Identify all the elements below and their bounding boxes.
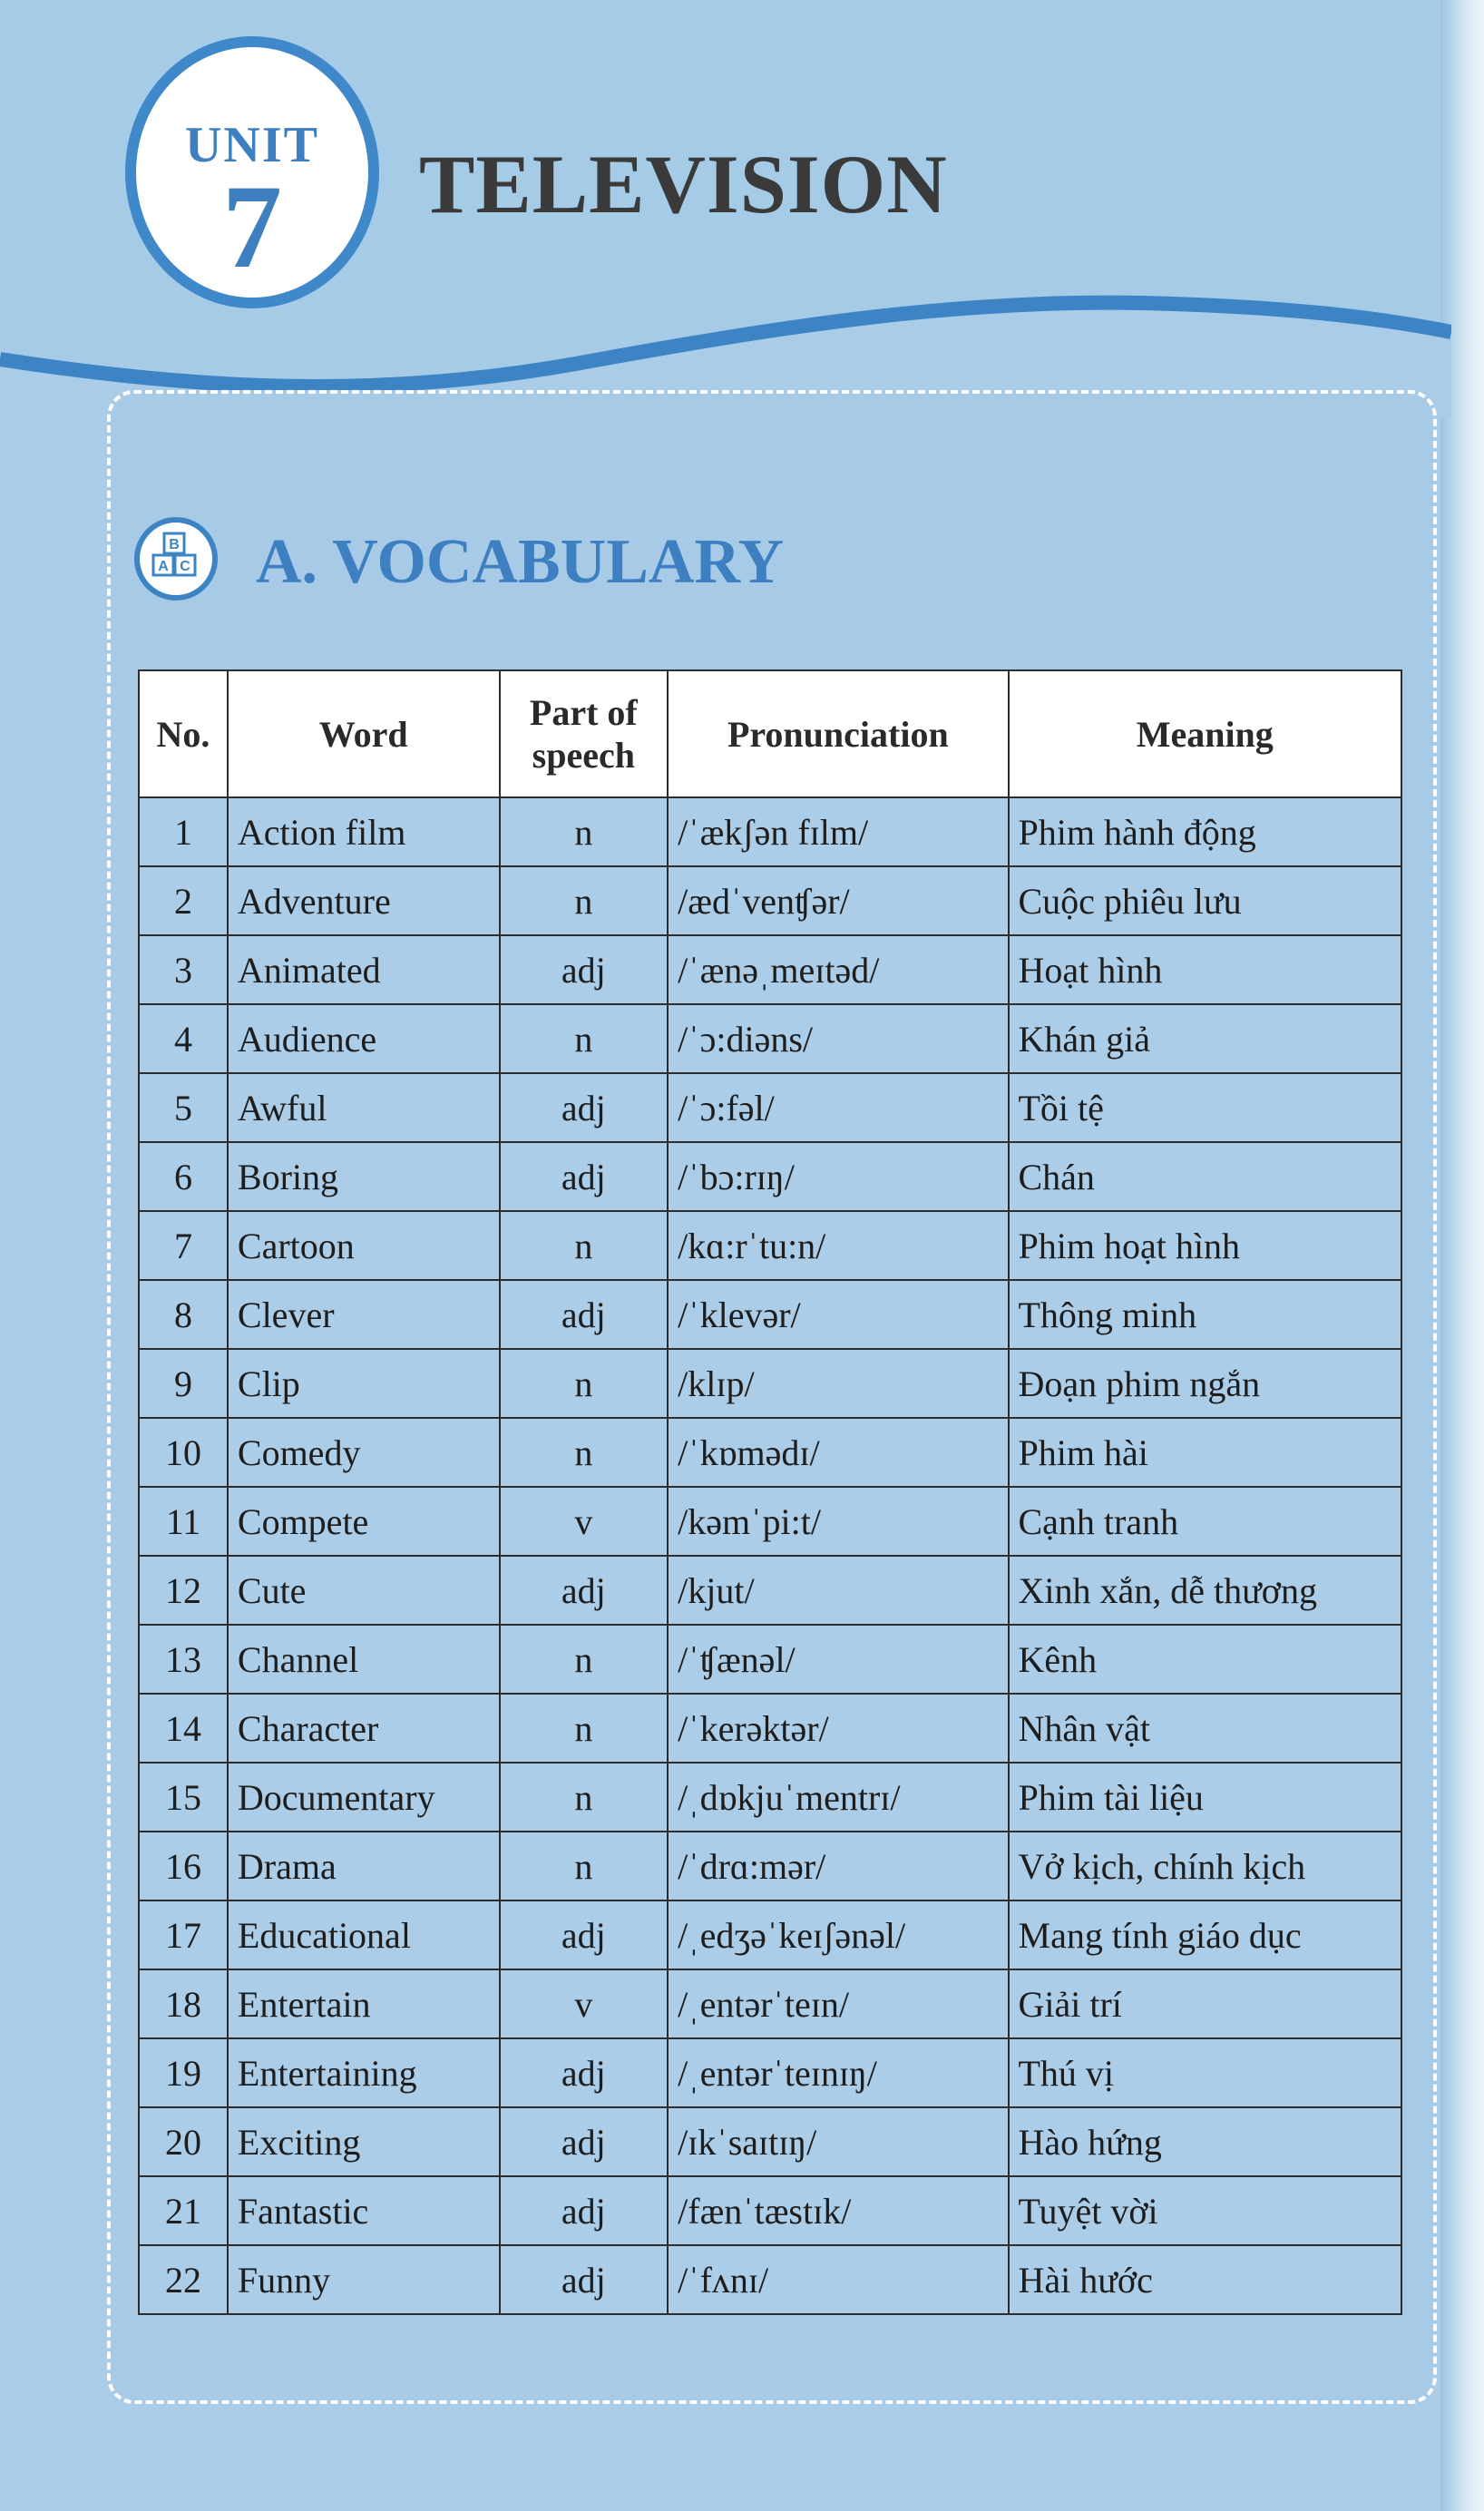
cell-pronunciation: /ˈækʃən fɪlm/ xyxy=(668,797,1008,866)
cell-meaning: Thông minh xyxy=(1009,1280,1402,1349)
cell-part-of-speech: n xyxy=(500,797,669,866)
table-row xyxy=(139,2176,1401,2245)
table-row xyxy=(139,866,1401,935)
cell-pronunciation: /ˈænəˌmeɪtəd/ xyxy=(668,935,1008,1004)
cell-part-of-speech: adj xyxy=(500,2245,669,2314)
cell-part-of-speech: n xyxy=(500,1418,669,1487)
header-meaning: Meaning xyxy=(1009,670,1402,797)
cell-meaning: Mang tính giáo dục xyxy=(1009,1900,1402,1969)
table-header-row xyxy=(139,670,1401,797)
cell-no: 21 xyxy=(139,2176,228,2245)
cell-pronunciation: /ˈfʌnɪ/ xyxy=(668,2245,1008,2314)
table-row xyxy=(139,1969,1401,2038)
cell-word: Educational xyxy=(228,1900,500,1969)
cell-part-of-speech: n xyxy=(500,1004,669,1073)
cell-meaning: Cuộc phiêu lưu xyxy=(1009,866,1402,935)
abc-block-b: B xyxy=(169,537,180,552)
cell-meaning: Thú vị xyxy=(1009,2038,1402,2107)
cell-no: 17 xyxy=(139,1900,228,1969)
cell-word: Entertain xyxy=(228,1969,500,2038)
cell-meaning: Giải trí xyxy=(1009,1969,1402,2038)
cell-word: Boring xyxy=(228,1142,500,1211)
table-row xyxy=(139,935,1401,1004)
cell-pronunciation: /ˈɔ:diəns/ xyxy=(668,1004,1008,1073)
table-row xyxy=(139,1556,1401,1625)
cell-pronunciation: /ˈʧænəl/ xyxy=(668,1625,1008,1694)
cell-no: 2 xyxy=(139,866,228,935)
cell-no: 10 xyxy=(139,1418,228,1487)
cell-pronunciation: /ˈkerəktər/ xyxy=(668,1694,1008,1763)
cell-word: Cartoon xyxy=(228,1211,500,1280)
section-title: A. VOCABULARY xyxy=(256,527,785,597)
cell-word: Cute xyxy=(228,1556,500,1625)
cell-word: Entertaining xyxy=(228,2038,500,2107)
cell-no: 3 xyxy=(139,935,228,1004)
cell-no: 6 xyxy=(139,1142,228,1211)
cell-no: 18 xyxy=(139,1969,228,2038)
cell-part-of-speech: adj xyxy=(500,1900,669,1969)
cell-pronunciation: /ˌentərˈteɪn/ xyxy=(668,1969,1008,2038)
cell-pronunciation: /klɪp/ xyxy=(668,1349,1008,1418)
table-body xyxy=(139,797,1401,2314)
cell-part-of-speech: adj xyxy=(500,2038,669,2107)
cell-part-of-speech: adj xyxy=(500,1280,669,1349)
cell-meaning: Nhân vật xyxy=(1009,1694,1402,1763)
cell-meaning: Tuyệt vời xyxy=(1009,2176,1402,2245)
cell-pronunciation: /ˈɔ:fəl/ xyxy=(668,1073,1008,1142)
table-row xyxy=(139,1900,1401,1969)
cell-pronunciation: /kəmˈpi:t/ xyxy=(668,1487,1008,1556)
cell-pronunciation: /ˈbɔ:rɪŋ/ xyxy=(668,1142,1008,1211)
cell-word: Drama xyxy=(228,1832,500,1900)
cell-word: Clever xyxy=(228,1280,500,1349)
cell-meaning: Đoạn phim ngắn xyxy=(1009,1349,1402,1418)
cell-part-of-speech: n xyxy=(500,1832,669,1900)
cell-part-of-speech: adj xyxy=(500,935,669,1004)
table-row xyxy=(139,1694,1401,1763)
header-word: Word xyxy=(228,670,500,797)
cell-word: Clip xyxy=(228,1349,500,1418)
cell-pronunciation: /fænˈtæstɪk/ xyxy=(668,2176,1008,2245)
cell-word: Channel xyxy=(228,1625,500,1694)
cell-pronunciation: /ˈkɒmədɪ/ xyxy=(668,1418,1008,1487)
cell-pronunciation: /ˈklevər/ xyxy=(668,1280,1008,1349)
cell-part-of-speech: v xyxy=(500,1969,669,2038)
cell-meaning: Hoạt hình xyxy=(1009,935,1402,1004)
cell-word: Compete xyxy=(228,1487,500,1556)
cell-word: Awful xyxy=(228,1073,500,1142)
table-row xyxy=(139,1280,1401,1349)
cell-no: 14 xyxy=(139,1694,228,1763)
cell-word: Character xyxy=(228,1694,500,1763)
cell-no: 15 xyxy=(139,1763,228,1832)
cell-meaning: Cạnh tranh xyxy=(1009,1487,1402,1556)
cell-pronunciation: /ædˈvenʧər/ xyxy=(668,866,1008,935)
cell-part-of-speech: v xyxy=(500,1487,669,1556)
cell-part-of-speech: adj xyxy=(500,1142,669,1211)
cell-no: 8 xyxy=(139,1280,228,1349)
cell-meaning: Phim tài liệu xyxy=(1009,1763,1402,1832)
cell-meaning: Phim hoạt hình xyxy=(1009,1211,1402,1280)
cell-no: 12 xyxy=(139,1556,228,1625)
cell-meaning: Xinh xắn, dễ thương xyxy=(1009,1556,1402,1625)
cell-part-of-speech: adj xyxy=(500,2107,669,2176)
cell-no: 7 xyxy=(139,1211,228,1280)
cell-no: 20 xyxy=(139,2107,228,2176)
table-row xyxy=(139,1625,1401,1694)
cell-part-of-speech: n xyxy=(500,1211,669,1280)
table-row xyxy=(139,1832,1401,1900)
cell-pronunciation: /ˌedʒəˈkeɪʃənəl/ xyxy=(668,1900,1008,1969)
cell-no: 11 xyxy=(139,1487,228,1556)
cell-no: 19 xyxy=(139,2038,228,2107)
cell-part-of-speech: adj xyxy=(500,1073,669,1142)
cell-meaning: Chán xyxy=(1009,1142,1402,1211)
cell-part-of-speech: n xyxy=(500,1763,669,1832)
abc-block-c: C xyxy=(180,559,190,574)
cell-pronunciation: /kɑ:rˈtu:n/ xyxy=(668,1211,1008,1280)
vocabulary-table xyxy=(138,669,1402,2315)
cell-meaning: Hài hước xyxy=(1009,2245,1402,2314)
cell-pronunciation: /ˌentərˈteɪnɪŋ/ xyxy=(668,2038,1008,2107)
cell-meaning: Phim hành động xyxy=(1009,797,1402,866)
cell-no: 1 xyxy=(139,797,228,866)
abc-block-a: A xyxy=(158,559,169,574)
cell-part-of-speech: n xyxy=(500,1625,669,1694)
table-row xyxy=(139,2245,1401,2314)
cell-word: Exciting xyxy=(228,2107,500,2176)
cell-meaning: Kênh xyxy=(1009,1625,1402,1694)
cell-part-of-speech: n xyxy=(500,1349,669,1418)
cell-part-of-speech: n xyxy=(500,1694,669,1763)
cell-pronunciation: /kjut/ xyxy=(668,1556,1008,1625)
cell-pronunciation: /ˈdrɑ:mər/ xyxy=(668,1832,1008,1900)
unit-title: TELEVISION xyxy=(419,138,948,230)
table-row xyxy=(139,1349,1401,1418)
cell-meaning: Hào hứng xyxy=(1009,2107,1402,2176)
table-row xyxy=(139,1487,1401,1556)
table-row xyxy=(139,2107,1401,2176)
cell-no: 22 xyxy=(139,2245,228,2314)
cell-no: 16 xyxy=(139,1832,228,1900)
cell-pronunciation: /ˌdɒkjuˈmentrɪ/ xyxy=(668,1763,1008,1832)
cell-word: Documentary xyxy=(228,1763,500,1832)
table-row xyxy=(139,1211,1401,1280)
cell-meaning: Phim hài xyxy=(1009,1418,1402,1487)
table-row xyxy=(139,1418,1401,1487)
cell-word: Funny xyxy=(228,2245,500,2314)
table-row xyxy=(139,1142,1401,1211)
cell-meaning: Khán giả xyxy=(1009,1004,1402,1073)
cell-word: Adventure xyxy=(228,866,500,935)
unit-badge xyxy=(125,36,379,308)
cell-part-of-speech: n xyxy=(500,866,669,935)
cell-no: 9 xyxy=(139,1349,228,1418)
cell-part-of-speech: adj xyxy=(500,1556,669,1625)
table-row xyxy=(139,1763,1401,1832)
cell-word: Audience xyxy=(228,1004,500,1073)
header-pronunciation: Pronunciation xyxy=(668,670,1008,797)
table-row xyxy=(139,1073,1401,1142)
cell-pronunciation: /ɪkˈsaɪtɪŋ/ xyxy=(668,2107,1008,2176)
cell-no: 5 xyxy=(139,1073,228,1142)
cell-word: Animated xyxy=(228,935,500,1004)
table-row xyxy=(139,2038,1401,2107)
cell-word: Comedy xyxy=(228,1418,500,1487)
abc-blocks-icon xyxy=(134,517,218,601)
cell-part-of-speech: adj xyxy=(500,2176,669,2245)
cell-word: Action film xyxy=(228,797,500,866)
header-part-of-speech: Part of speech xyxy=(500,670,669,797)
cell-no: 13 xyxy=(139,1625,228,1694)
unit-label: UNIT xyxy=(184,117,320,173)
unit-number: 7 xyxy=(222,160,282,293)
cell-no: 4 xyxy=(139,1004,228,1073)
cell-meaning: Tồi tệ xyxy=(1009,1073,1402,1142)
table-row xyxy=(139,797,1401,866)
cell-word: Fantastic xyxy=(228,2176,500,2245)
cell-meaning: Vở kịch, chính kịch xyxy=(1009,1832,1402,1900)
table-row xyxy=(139,1004,1401,1073)
header-no: No. xyxy=(139,670,228,797)
